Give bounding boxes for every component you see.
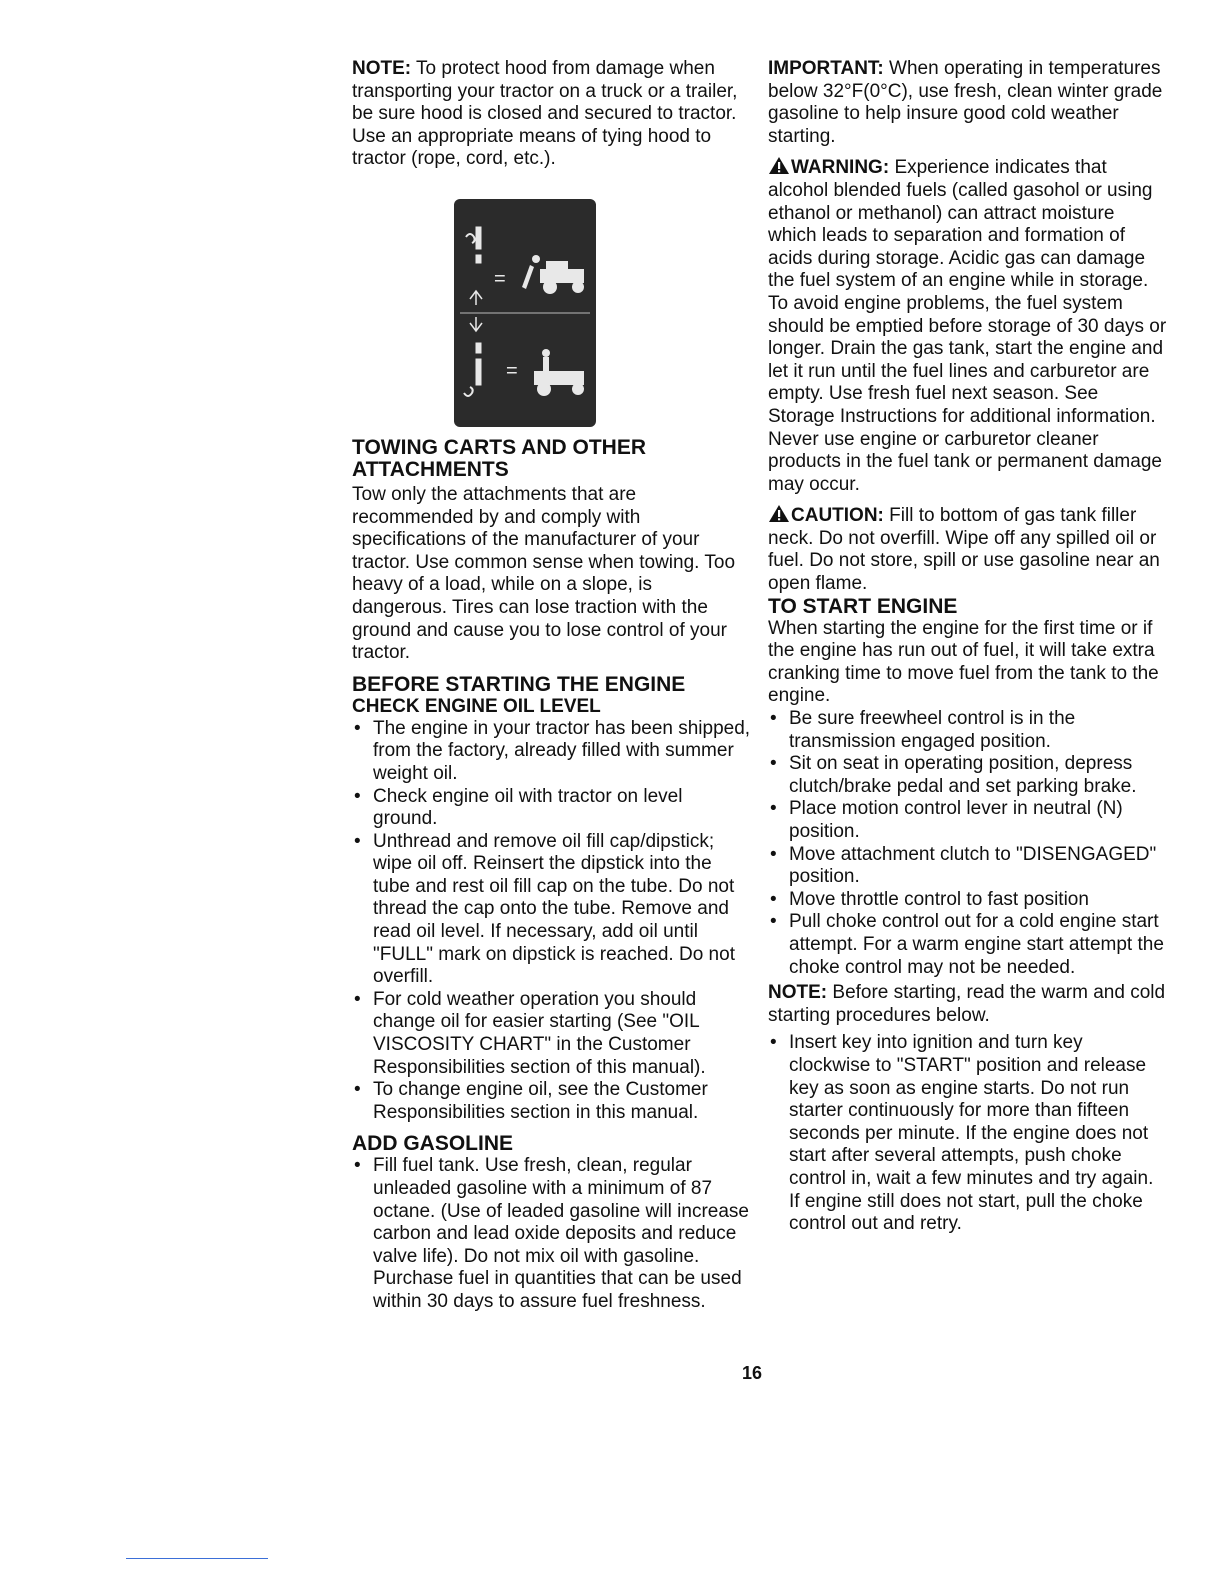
caution-text: Fill to bottom of gas tank filler neck. Do not overfill. Wipe off any spilled oil or fuel. Do not store, spill or use gasoline near an open flame. xyxy=(768,505,1160,595)
gas-list xyxy=(352,1155,752,1313)
list-item: • Move throttle control to fast position xyxy=(768,889,1168,912)
before-starting-heading: BEFORE STARTING THE ENGINE xyxy=(352,672,686,696)
left-column xyxy=(352,58,752,1314)
starting-note xyxy=(768,982,1168,1027)
arrow-down-icon xyxy=(470,317,482,331)
tractor-raised-icon xyxy=(522,255,584,294)
attachment-lift-figure xyxy=(454,199,596,427)
warning-triangle-icon xyxy=(768,156,790,175)
list-item: • Check engine oil with tractor on level ground. xyxy=(352,786,752,831)
caution-block xyxy=(768,504,1168,595)
lever-up-icon xyxy=(466,227,481,263)
warning-block xyxy=(768,156,1168,496)
list-item: • Unthread and remove oil fill cap/dipstick; wipe oil off. Reinsert the dipstick into the tube and rest oil fill cap on the tube. Do not thread the cap onto the tube. Remove and read oil level. If necessary, add oil until "FULL" mark on dipstick is reached. Do not overfill. xyxy=(352,831,752,989)
note-text: To protect hood from damage when transporting your tractor on a truck or a trailer, be sure hood is closed and secured to tractor. Use an appropriate means of tying hood to tractor (rope, cord, etc.). xyxy=(352,58,738,170)
oil-list xyxy=(352,718,752,1125)
lift-lever-illustration xyxy=(454,199,596,427)
start-text: When starting the engine for the first time or if the engine has run out of fuel, it will take extra cranking time to move fuel from the tank to the engine. xyxy=(768,617,1159,707)
important-label: IMPORTANT: xyxy=(768,58,884,79)
list-item: • Fill fuel tank. Use fresh, clean, regular unleaded gasoline with a minimum of 87 octane. (Use of leaded gasoline will increase carbon and lead oxide deposits and reduce valve life). Do not mix oil with gasoline. Purchase fuel in quantities that can be used within 30 days to assure fuel freshness. xyxy=(352,1155,752,1313)
lever-down-icon xyxy=(464,343,481,396)
important-note xyxy=(768,58,1168,148)
tractor-lowered-icon xyxy=(534,349,584,396)
warning-text: Experience indicates that alcohol blended fuels (called gasohol or using ethanol or methanol) can attract moisture which leads to separation and formation of acids during storage. Acidic gas can damage the fuel system of an engine while in storage. To avoid engine problems, the fuel system should be emptied before storage of 30 days or longer. Drain the gas tank, start the engine and let it run until the fuel lines and carburetor are empty. Use fresh fuel next season. See Storage Instructions for additional information. Never use engine or carburetor cleaner products in the fuel tank or permanent damage may occur. xyxy=(768,157,1167,495)
important-text: When operating in temperatures below 32°F(0°C), use fresh, clean winter grade gasoline to help insure good cold weather starting. xyxy=(768,58,1163,147)
add-gasoline-heading: ADD GASOLINE xyxy=(352,1132,514,1156)
hood-note xyxy=(352,58,752,171)
list-item: • Sit on seat in operating position, depress clutch/brake pedal and set parking brake. xyxy=(768,753,1168,798)
note2-text: Before starting, read the warm and cold starting procedures below. xyxy=(768,982,1166,1026)
check-oil-subheading: CHECK ENGINE OIL LEVEL xyxy=(352,695,601,717)
list-item: • Be sure freewheel control is in the transmission engaged position. xyxy=(768,708,1168,753)
note-label: NOTE: xyxy=(352,58,412,79)
towing-heading: TOWING CARTS AND OTHER ATTACHMENTS xyxy=(352,435,646,481)
list-item: • Move attachment clutch to "DISENGAGED" position. xyxy=(768,844,1168,889)
list-item: • The engine in your tractor has been shipped, from the factory, already filled with summer weight oil. xyxy=(352,718,752,786)
page-number: 16 xyxy=(741,1363,763,1383)
footer-rule xyxy=(126,1558,268,1559)
list-item: • Place motion control lever in neutral (N) position. xyxy=(768,798,1168,843)
ignition-list xyxy=(768,1032,1168,1235)
note2-label: NOTE: xyxy=(768,982,828,1004)
caution-triangle-icon xyxy=(768,504,790,523)
list-item: • Pull choke control out for a cold engine start attempt. For a warm engine start attempt the choke control may not be needed. xyxy=(768,911,1168,979)
right-column xyxy=(768,58,1168,1236)
towing-text: Tow only the attachments that are recommended by and comply with specifications of the manufacturer of your tractor. Use common sense when towing. Too heavy of a load, while on a slope, is dangerous. Tires can lose traction with the ground and cause you to lose control of your tractor. xyxy=(352,483,736,664)
warning-label: WARNING: xyxy=(791,157,890,179)
list-item: • To change engine oil, see the Customer Responsibilities section in this manual. xyxy=(352,1079,752,1124)
caution-label: CAUTION: xyxy=(791,505,884,527)
list-item: • For cold weather operation you should change oil for easier starting (See "OIL VISCOSITY CHART" in the Customer Responsibilities section of this manual). xyxy=(352,989,752,1079)
equals-top: = xyxy=(494,267,506,290)
start-list xyxy=(768,708,1168,979)
equals-bottom: = xyxy=(506,359,518,382)
start-engine-heading: TO START ENGINE xyxy=(768,594,958,618)
arrow-up-icon xyxy=(470,291,482,305)
list-item: • Insert key into ignition and turn key clockwise to "START" position and release key as soon as engine starts. Do not run starter continuously for more than fifteen seconds per minute. If the engine does not start after several attempts, push choke control in, wait a few minutes and try again. If engine still does not start, pull the choke control out and retry. xyxy=(768,1032,1168,1235)
